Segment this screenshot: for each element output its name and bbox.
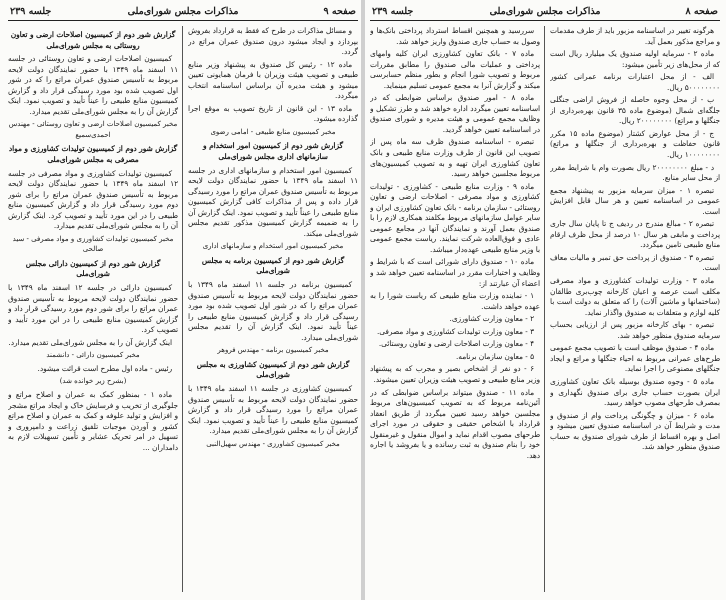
paragraph: سررسید و همچنین اقساط استرداد پرداختی بانک‌ها و وصول به حساب جاری صندوق واریز خواهد شد. bbox=[370, 26, 540, 46]
paragraph: ماده ۱۳ - این قانون از تاریخ تصویب به موقع اجرا گذارده میشود. bbox=[188, 103, 358, 124]
signature-line: مخبر کمیسیون دارائی - دانشمند bbox=[46, 351, 140, 360]
page-number: صفحه ۸ bbox=[685, 6, 718, 17]
text-column-right bbox=[550, 26, 720, 596]
paragraph: ج - از محل عوارض کشتار (موضوع ماده ۱۵ مکرر قانون حفاظت و بهره‌برداری از جنگلها و مراتع) ۱۰۰۰۰۰۰۰۰ ریال. bbox=[550, 128, 720, 160]
session-number: جلسه ۲۳۹ bbox=[10, 6, 52, 17]
paragraph: کمیسیون برنامه در جلسه ۱۱ اسفند ماه ۱۳۴۹ با حضور نمایندگان دولت لایحه مربوط به تأسیس صندوق عمران مراتع را که در شور اول تصویب شده بود مورد رسیدگی قرار داد و گزارش کمیسیون منابع طبیعی را عیناً تأیید نمود. اینک گزارش آن را تقدیم مجلس شورای‌ملی میدارد. bbox=[188, 280, 358, 342]
list-item: ۵ - معاون سازمان برنامه. bbox=[455, 351, 534, 361]
signature-line: مخبر کمیسیون کشاورزی - مهندس سهیل‌النبی bbox=[206, 439, 340, 448]
signature-line: مخبر کمیسیون اصلاحات ارضی و تعاون روستائی - مهندس احمدی‌سمیع bbox=[8, 120, 178, 139]
paragraph: ماده ۱۰ - صندوق دارای شورائی است که با شرایط و وظایف و اختیارات مقرر در اساسنامه تعیین خواهد شد و اعضاء آن عبارتند از: bbox=[370, 257, 540, 288]
paragraph: ماده ۶ - میزان و چگونگی پرداخت وام از صندوق و مدت و شرایط آن در اساسنامه صندوق تعیین میشود و اصل و بهره اقساط از طرف شورای صندوق به حساب صندوق منظور خواهد شد. bbox=[550, 410, 720, 452]
signature-line: مخبر کمیسیون منابع طبیعی - امامی رضوی bbox=[210, 127, 336, 136]
list-item: ۲ - معاون وزارت کشاورزی. bbox=[449, 314, 534, 324]
page-left bbox=[4, 0, 362, 600]
section-heading: گزارش شور دوم از کمیسیون کشاورزی به مجلس شورای‌ملی bbox=[196, 359, 350, 380]
paragraph: ماده ۱۱ - صندوق میتواند براساس ضوابطی که در آئین‌نامه مربوط که به تصویب کمیسیون‌های مربوط مجلسین خواهد رسید تعیین میگردد از طریق انعقاد قرارداد با اشخاص حقیقی و حقوقی در مورد اجرای طرحهای مصوب اقدام نماید و اموال منقول و غیرمنقول خود را بنام صندوق به ثبت رسانده و یا بفروشد یا اجاره دهد. bbox=[370, 387, 540, 460]
paragraph: کمیسیون اصلاحات ارضی و تعاون روستائی در جلسه ۱۱ اسفند ماه ۱۳۴۹ با حضور نمایندگان دولت لایحه مربوط به تأسیس صندوق عمران مراتع را که در شور اول تصویب شده بود مورد رسیدگی قرار داد و گزارش کمیسیون منابع طبیعی را عیناً تأیید و تصویب نمود. اینک گزارش آن را به مجلس شورای‌ملی تقدیم میدارد. bbox=[8, 54, 178, 116]
page-number: صفحه ۹ bbox=[323, 6, 356, 17]
section-heading: گزارش شور دوم از کمیسیون اصلاحات ارضی و تعاون روستائی به مجلس شورای‌ملی bbox=[10, 30, 176, 50]
paragraph: کمیسیون امور استخدام و سازمانهای اداری در جلسه ۱۱ اسفند ماه ۱۳۴۹ با حضور نمایندگان دولت لایحه مربوط به تأسیس صندوق عمران مراتع را مورد رسیدگی قرار داده و پس از مذاکرات کافی گزارش کمیسیون منابع طبیعی را عیناً تأیید و تصویب نمود. اینک گزارش آن را به ضمیمه گزارش کمیسیون مذکور تقدیم مجلس شورای‌ملی میکند. bbox=[188, 165, 358, 238]
running-title: مذاکرات مجلس شورای‌ملی bbox=[127, 6, 239, 17]
header-rule bbox=[8, 20, 358, 21]
list-item: ۱ - نماینده وزارت منابع طبیعی که ریاست شورا را به عهده خواهد داشت. bbox=[370, 291, 540, 311]
paragraph: تبصره ۳ - صندوق از پرداخت حق تمبر و مالیات معاف است. bbox=[550, 252, 720, 273]
page-gutter bbox=[361, 0, 365, 600]
paragraph: هرگونه تغییر در اساسنامه مزبور باید از طرف مقدمات و مراجع مذکور بعمل آید. bbox=[550, 26, 720, 46]
session-number: جلسه ۲۳۹ bbox=[372, 6, 414, 17]
paragraph: کمیسیون تولیدات کشاورزی و مواد مصرفی در جلسه ۱۲ اسفند ماه ۱۳۴۹ با حضور نمایندگان دولت لایحه مربوط به تأسیس صندوق عمران مراتع را برای شور دوم مورد رسیدگی قرار داد و گزارش کمیسیون منابع طبیعی را در این مورد تأیید و تصویب کرد. اینک گزارش آن را به مجلس شورای‌ملی تقدیم میدارد. bbox=[8, 168, 178, 231]
paragraph: کمیسیون دارائی در جلسه ۱۲ اسفند ماه ۱۳۴۹ با حضور نمایندگان دولت لایحه مربوط به تأسیس صندوق عمران مراتع را برای شور دوم مورد رسیدگی قرار داد و گزارش کمیسیون منابع طبیعی را در این مورد تأیید و تصویب کرد. bbox=[8, 283, 178, 335]
column-rule bbox=[544, 26, 545, 592]
list-item: ۶ - دو نفر از اشخاص بصیر و مجرب که به پیشنهاد وزیر منابع طبیعی و تصویب هیئت وزیران تعیین میشوند. bbox=[370, 364, 540, 384]
page-header bbox=[8, 4, 358, 20]
section-heading: گزارش شور دوم از کمیسیون برنامه به مجلس شورای‌ملی bbox=[201, 255, 345, 276]
stage-direction: (بشرح زیر خوانده شد) bbox=[59, 377, 127, 386]
paragraph: و مسائل مذاکرات در طرح که فقط به قرارداد بفروش بپردازد و ایجاد میشود درون صندوق عمران مراتع در گردد. bbox=[188, 26, 358, 57]
page-right bbox=[366, 0, 724, 600]
paragraph: الف - از محل اعتبارات برنامه عمرانی کشور ۵۰۰۰۰۰۰۰۰ ریال. bbox=[550, 72, 720, 92]
column-rule bbox=[182, 26, 183, 592]
paragraph: ماده ۸ - امور صندوق براساس ضوابطی که در اساسنامه تعیین میگردد اداره خواهد شد و طرز تشکیل و وظایف مجمع عمومی و هیئت مدیره و شورای صندوق در اساسنامه تعیین خواهد گردید. bbox=[370, 93, 540, 134]
text-column-left bbox=[370, 26, 540, 596]
running-title: مذاکرات مجلس شورای‌ملی bbox=[489, 6, 601, 17]
paragraph: ب - از محل وجوه حاصله از فروش اراضی جنگلی جلگه‌ای شمال (موضوع ماده ۳۵ قانون بهره‌برداری از جنگلها و مراتع) ۲۰۰۰۰۰۰۰۰ ریال. bbox=[550, 95, 720, 126]
paragraph: اینک گزارش آن را به مجلس شورای‌ملی تقدیم میدارد. bbox=[8, 337, 172, 347]
signature-line: مخبر کمیسیون برنامه - مهندس فروهر bbox=[217, 346, 329, 355]
section-heading: گزارش شور دوم از کمیسیون تولیدات کشاورزی و مواد مصرفی به مجلس شورای‌ملی bbox=[8, 144, 178, 165]
header-rule bbox=[370, 20, 720, 21]
section-heading: گزارش شور دوم از کمیسیون دارائی مجلس شورای‌ملی bbox=[25, 258, 161, 279]
signature-line: مخبر کمیسیون تولیدات کشاورزی و مواد مصرفی - سید صالحی bbox=[12, 234, 174, 254]
list-item: ۴ - معاون وزارت اصلاحات ارضی و تعاون روستائی. bbox=[378, 339, 534, 349]
paragraph: رئیس - ماده اول مطرح است قرائت میشود. bbox=[37, 363, 172, 373]
page-header bbox=[370, 4, 720, 20]
paragraph: ماده ۴ - صندوق موظف است با تصویب مجمع عمومی طرح‌های عمرانی مربوط به احیاء جنگلها و مراتع و ایجاد جنگلهای مصنوعی را اجرا نماید. bbox=[550, 343, 720, 374]
paragraph: د - مبلغ ۲۰۰۰۰۰۰۰۰ ریال بصورت وام با شرایط مقرر از محل سایر منابع. bbox=[550, 162, 720, 183]
paragraph: ماده ۲ - سرمایه اولیه صندوق یک میلیارد ریال است که از محل‌های زیر تأمین میشود: bbox=[550, 49, 720, 69]
section-heading: گزارش شور دوم از کمیسیون امور استخدام و سازمانهای اداری مجلس شورای‌ملی bbox=[203, 141, 343, 162]
paragraph: تبصره - اساسنامه صندوق ظرف سه ماه پس از تصویب این قانون از طرف وزارت منابع طبیعی و بانک تعاون کشاورزی ایران تهیه و به تصویب کمیسیون‌های مربوط مجلسین خواهد رسید. bbox=[370, 137, 540, 179]
paragraph: ماده ۱ - بمنظور کمک به عمران و اصلاح مراتع و جلوگیری از تخریب و فرسایش خاک و ایجاد مراتع مشجر و افزایش و تولید علوفه و کمک به عمران و اصلاح مراتع کشور و آوردن موجبات تلفیق زراعت و دامپروری و تسهیل در امر تحریک عشایر و تأمین تسهیلات لازم به دامداران ... bbox=[8, 389, 178, 452]
text-column-left bbox=[8, 26, 178, 596]
paragraph: تبصره ۲ - مبالغ مندرج در ردیف ج تا پایان سال جاری پرداخت و مابقی هر سال ۱۰ درصد از محل ظرف ارقام منابع طبیعی تامین میگردد. bbox=[550, 219, 720, 250]
paragraph: کمیسیون کشاورزی در جلسه ۱۱ اسفند ماه ۱۳۴۹ با حضور نمایندگان دولت لایحه مربوط به تأسیس صندوق عمران مراتع را مورد رسیدگی قرار داد و گزارش کمیسیون منابع طبیعی را عیناً تأیید و تصویب نمود. اینک گزارش آن را به مجلس شورای‌ملی تقدیم میدارد. bbox=[188, 383, 358, 436]
paragraph: تبصره ۱ - میزان سرمایه مزبور به پیشنهاد مجمع عمومی در اساسنامه تعیین و هر سال قابل افزایش است. bbox=[550, 185, 720, 216]
paragraph: تبصره - بهای کارخانه مزبور پس از ارزیابی بحساب سرمایه صندوق منظور خواهد شد. bbox=[550, 320, 720, 340]
paragraph: ماده ۹ - وزارت منابع طبیعی - کشاورزی - تولیدات کشاورزی و مواد مصرفی - اصلاحات ارضی و تعاون روستائی - سازمان برنامه - بانک تعاون کشاورزی ایران و سایر عوامل سازمانهای مربوط مکلفند همکاری لازم را با صندوق بعمل آورند و نمایندگان آنها در مجامع عمومی عادی و فوق‌العاده شرکت نمایند. ریاست مجمع عمومی با وزیر منابع طبیعی عهده‌دار میباشد. bbox=[370, 181, 540, 254]
paragraph: ماده ۷ - بانک تعاون کشاورزی ایران کلیه وامهای پرداختی و عملیات مالی صندوق را مطابق مقررات مربوط و تصویب شورا انجام و بطور منظم حسابرسی میکند و گزارش آنرا به مجمع عمومی تسلیم مینماید. bbox=[370, 49, 540, 90]
signature-line: مخبر کمیسیون امور استخدام و سازمانهای اداری bbox=[202, 242, 344, 251]
text-column-right bbox=[188, 26, 358, 596]
paragraph: ماده ۳ - وزارت تولیدات کشاورزی و مواد مصرفی مکلف است عرصه و اعیان کارخانه چوب‌بری طالقان (ساختمانها و ماشین آلات) را که متعلق به دولت است با کلیه لوازم و متعلقات به صندوق واگذار نماید. bbox=[550, 276, 720, 317]
paragraph: ماده ۱۲ - رئیس کل صندوق به پیشنهاد وزیر منابع طبیعی و تصویب هیئت وزیران با فرمان همایونی تعیین میشود و هیئت مدیره آن براساس اساسنامه انتخاب میگردد. bbox=[188, 59, 358, 101]
paragraph: ماده ۵ - وجوه صندوق بوسیله بانک تعاون کشاورزی ایران بصورت حساب جاری برای صندوق نگهداری و بمصرف طرحهای مصوب خواهد رسید. bbox=[550, 376, 720, 408]
list-item: ۳ - معاون وزارت تولیدات کشاورزی و مواد مصرفی. bbox=[376, 326, 534, 336]
